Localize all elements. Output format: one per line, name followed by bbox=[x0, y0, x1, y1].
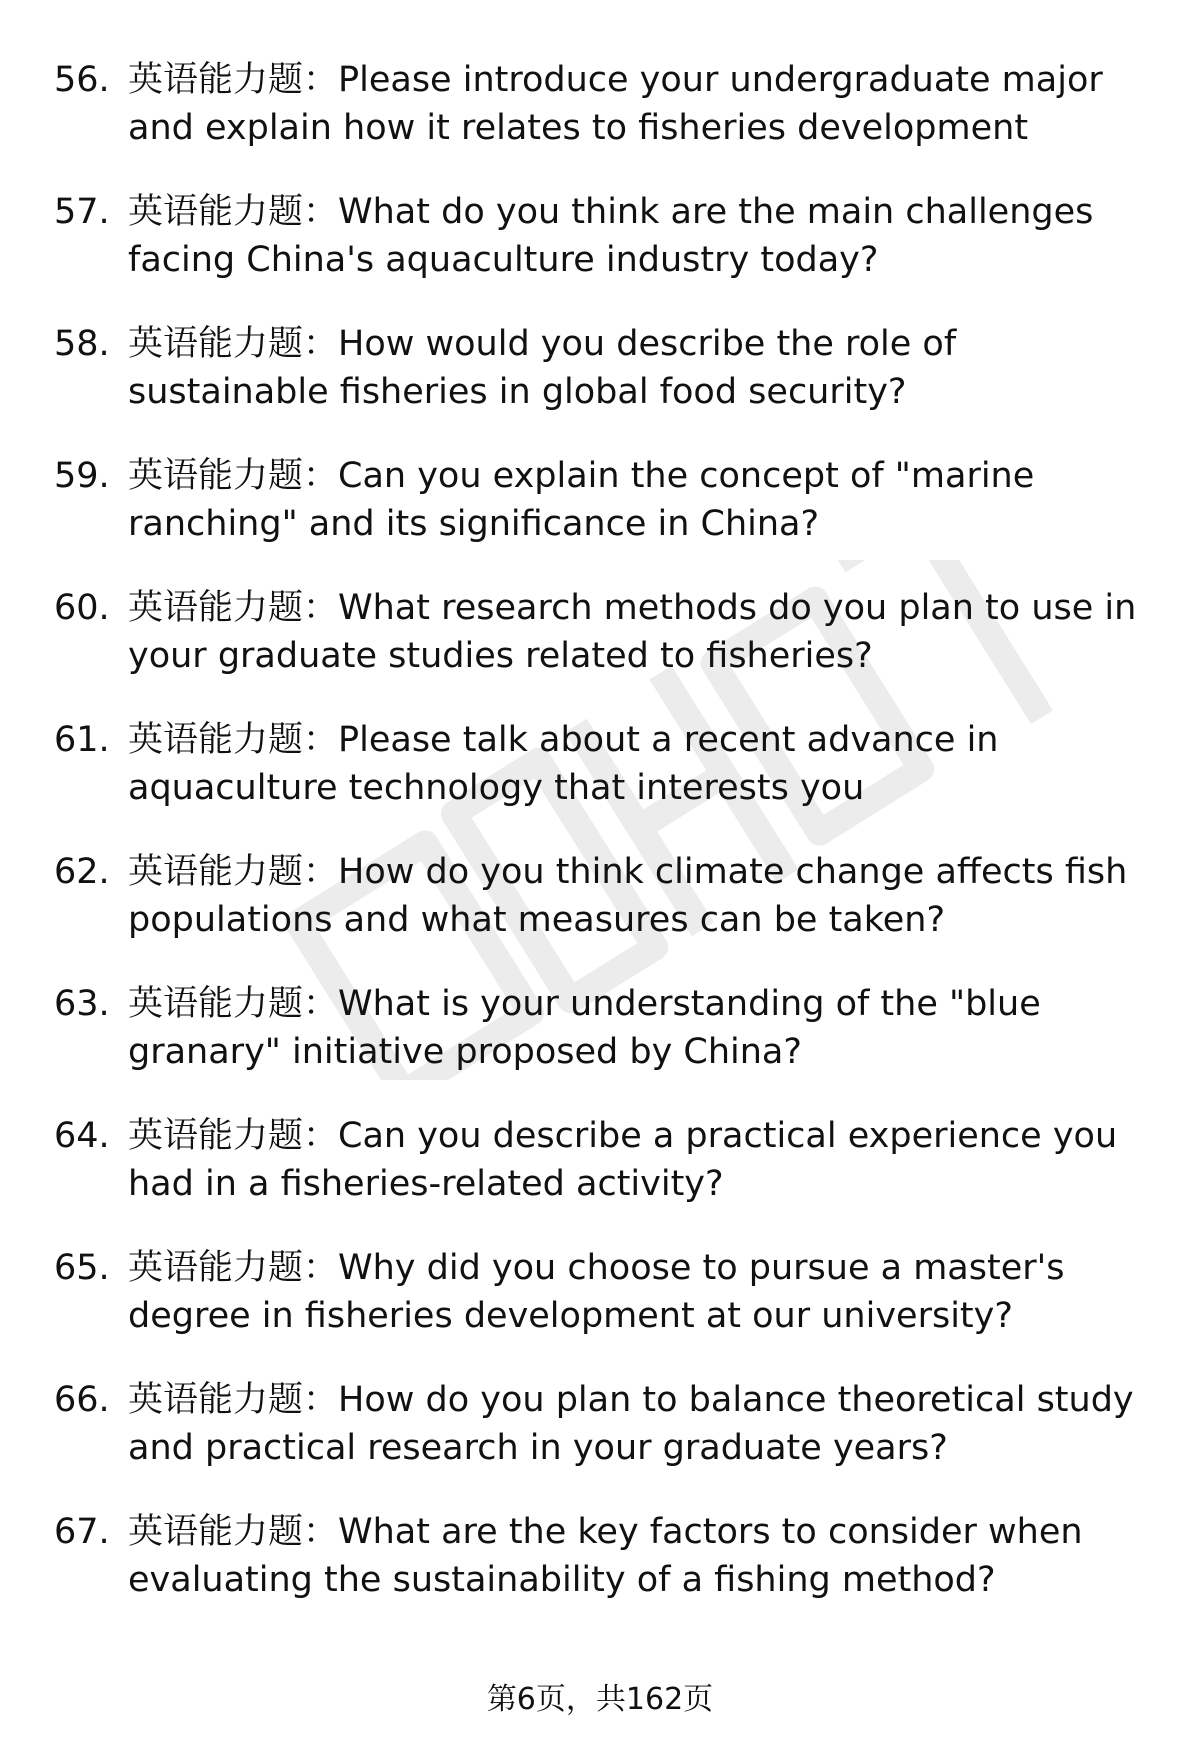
question-number: 63. bbox=[54, 984, 110, 1024]
question-body bbox=[128, 1244, 1158, 1340]
question-text: What research methods do you plan to use in your graduate studies related to fisheries? bbox=[128, 588, 1137, 676]
question-body bbox=[128, 1376, 1158, 1472]
question-text: Please talk about a recent advance in aquaculture technology that interests you bbox=[128, 720, 999, 808]
question-number: 59. bbox=[54, 456, 110, 496]
question-body bbox=[128, 1112, 1158, 1208]
question-item bbox=[0, 1508, 1200, 1640]
question-text: Can you explain the concept of "marine ranching" and its significance in China? bbox=[128, 456, 1035, 544]
question-item bbox=[0, 584, 1200, 716]
question-body bbox=[128, 584, 1158, 680]
question-item bbox=[0, 452, 1200, 584]
question-body bbox=[128, 848, 1158, 944]
question-tag: 英语能力题： bbox=[128, 324, 339, 364]
question-item bbox=[0, 56, 1200, 188]
question-body bbox=[128, 1508, 1158, 1604]
question-tag: 英语能力题： bbox=[128, 456, 339, 496]
question-number: 62. bbox=[54, 852, 110, 892]
question-number: 66. bbox=[54, 1380, 110, 1420]
question-item bbox=[0, 320, 1200, 452]
question-item bbox=[0, 188, 1200, 320]
question-list bbox=[0, 56, 1200, 1640]
question-item bbox=[0, 980, 1200, 1112]
question-tag: 英语能力题： bbox=[128, 588, 339, 628]
question-tag: 英语能力题： bbox=[128, 852, 339, 892]
question-item bbox=[0, 1244, 1200, 1376]
question-item bbox=[0, 1112, 1200, 1244]
question-text: What is your understanding of the "blue granary" initiative proposed by China? bbox=[128, 984, 1041, 1072]
question-text: Why did you choose to pursue a master's degree in fisheries development at our university? bbox=[128, 1248, 1065, 1336]
question-number: 67. bbox=[54, 1512, 110, 1552]
question-item bbox=[0, 716, 1200, 848]
question-item bbox=[0, 848, 1200, 980]
question-text: How would you describe the role of sustainable fisheries in global food security? bbox=[128, 324, 957, 412]
question-body bbox=[128, 320, 1158, 416]
question-number: 56. bbox=[54, 60, 110, 100]
question-body bbox=[128, 452, 1158, 548]
question-number: 57. bbox=[54, 192, 110, 232]
question-tag: 英语能力题： bbox=[128, 1380, 339, 1420]
page-footer: 第6页，共162页 bbox=[486, 1682, 714, 1717]
question-tag: 英语能力题： bbox=[128, 720, 339, 760]
question-body bbox=[128, 56, 1158, 152]
question-text: How do you think climate change affects fish populations and what measures can be taken? bbox=[128, 852, 1128, 940]
question-number: 60. bbox=[54, 588, 110, 628]
question-text: How do you plan to balance theoretical study and practical research in your graduate years? bbox=[128, 1380, 1134, 1468]
question-tag: 英语能力题： bbox=[128, 1116, 339, 1156]
question-number: 58. bbox=[54, 324, 110, 364]
question-number: 61. bbox=[54, 720, 110, 760]
question-tag: 英语能力题： bbox=[128, 1248, 339, 1288]
question-item bbox=[0, 1376, 1200, 1508]
question-text: What do you think are the main challenges facing China's aquaculture industry today? bbox=[128, 192, 1094, 280]
question-text: What are the key factors to consider when evaluating the sustainability of a fishing method? bbox=[128, 1512, 1083, 1600]
question-number: 64. bbox=[54, 1116, 110, 1156]
question-tag: 英语能力题： bbox=[128, 60, 339, 100]
question-body bbox=[128, 716, 1158, 812]
question-tag: 英语能力题： bbox=[128, 192, 339, 232]
question-tag: 英语能力题： bbox=[128, 1512, 339, 1552]
question-text: Please introduce your undergraduate major and explain how it relates to fisheries development bbox=[128, 60, 1103, 148]
question-number: 65. bbox=[54, 1248, 110, 1288]
question-body bbox=[128, 980, 1158, 1076]
question-tag: 英语能力题： bbox=[128, 984, 339, 1024]
question-text: Can you describe a practical experience you had in a fisheries-related activity? bbox=[128, 1116, 1118, 1204]
question-body bbox=[128, 188, 1158, 284]
